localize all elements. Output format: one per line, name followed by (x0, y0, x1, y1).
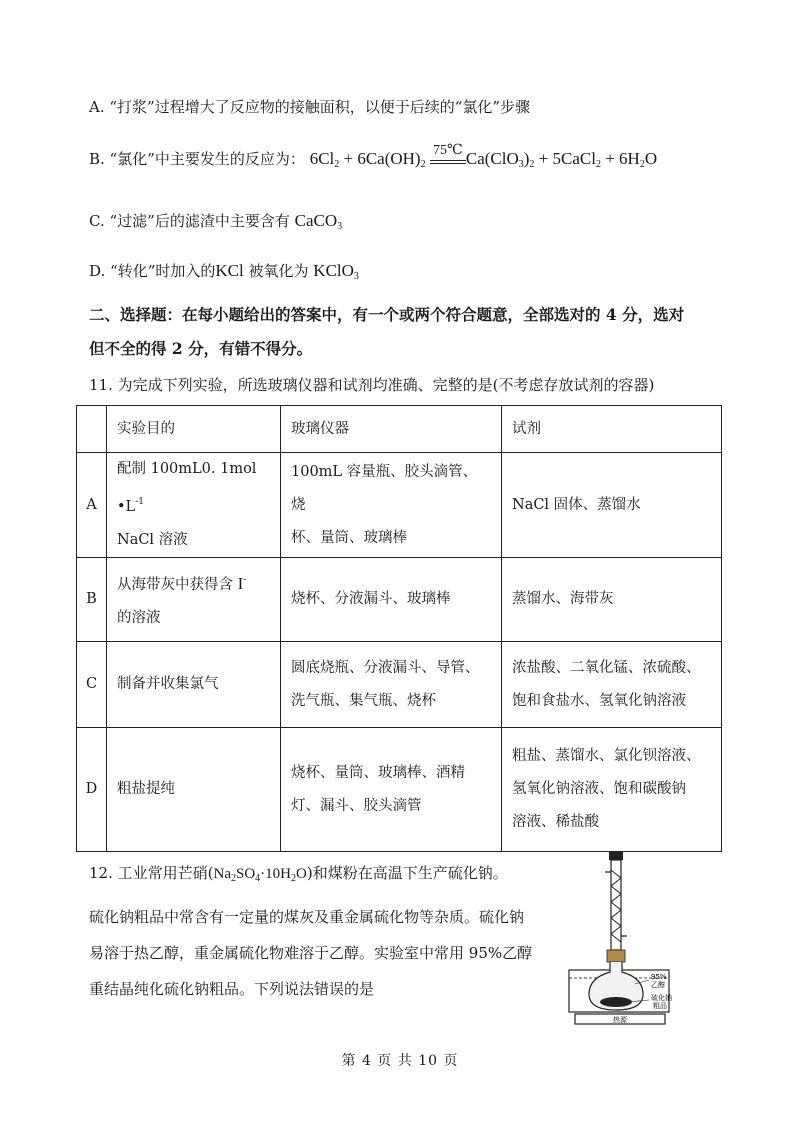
option-d-mid: 被氧化为 (248, 262, 309, 280)
page-footer: 第 4 页 共 10 页 (341, 1053, 459, 1069)
row-label: D (77, 728, 107, 852)
header-purpose: 实验目的 (107, 406, 281, 453)
option-b-equation: $6Cl_2 + 6Ca(OH)_2$ 75℃ $Ca(ClO_3)_2$ + 5CaCl$_2$ + $6H_2O$ (309, 143, 658, 170)
table-row (77, 558, 722, 642)
row-label: B (77, 558, 107, 642)
q11-stem: 11. 为完成下列实验，所选玻璃仪器和试剂均准确、完整的是(不考虑存放试剂的容器) (89, 376, 655, 394)
table-row (77, 453, 722, 558)
row-reagent: 粗盐、蒸馏水、氯化钡溶液、 氢氧化钠溶液、饱和碳酸钠 溶液、稀盐酸 (502, 728, 722, 852)
row-glassware: 圆底烧瓶、分液漏斗、导管、 洗气瓶、集气瓶、烧杯 (281, 642, 502, 728)
stopper (607, 950, 625, 962)
q12-line-3: 易溶于热乙醇，重金属硫化物难溶于乙醇。实验室中常用 95%乙醇 (89, 944, 533, 962)
q12-formula: $Na_2SO_4\cdot 10H_2O$ (213, 866, 307, 884)
option-d-prefix: D. “转化”时加入的 (89, 262, 216, 280)
q12-line-4: 重结晶纯化硫化钠粗品。下列说法错误的是 (89, 980, 375, 998)
row-label: C (77, 642, 107, 728)
row-reagent: 浓盐酸、二氧化锰、浓硫酸、 饱和食盐水、氢氧化钠溶液 (502, 642, 722, 728)
table-header-row (77, 406, 722, 453)
row-purpose: 配制 100mL0. 1mol $•L^{-1}$ NaCl 溶液 (107, 453, 281, 558)
row-purpose: 制备并收集氯气 (107, 642, 281, 728)
option-d-kcl: KCl (215, 261, 244, 280)
recrystallization-apparatus (565, 850, 685, 1030)
row-purpose: 粗盐提纯 (107, 728, 281, 852)
label-crude-2: 粗品 (653, 1002, 667, 1010)
header-glassware: 玻璃仪器 (281, 406, 502, 453)
table-row (77, 728, 722, 852)
row-glassware: 100mL 容量瓶、胶头滴管、烧 杯、量筒、玻璃棒 (281, 453, 502, 558)
label-heat-source: 热源 (613, 1016, 627, 1024)
condenser-top (609, 852, 623, 860)
condenser-coil (611, 870, 621, 942)
experiment-table (76, 405, 722, 852)
option-c-formula: CaCO$_3$ (294, 211, 343, 232)
q12-stem: 12. 工业常用芒硝$(Na_2SO_4\cdot 10H_2O)$和煤粉在高温下生产硫化钠。 (89, 864, 508, 884)
reaction-condition: 75℃ (433, 143, 463, 158)
option-c-prefix: C. “过滤”后的滤渣中主要含有 (89, 212, 290, 230)
row-reagent: NaCl 固体、蒸馏水 (502, 453, 722, 558)
row-reagent: 蒸馏水、海带灰 (502, 558, 722, 642)
row-label: A (77, 453, 107, 558)
option-d-kclo3: KClO$_3$ (313, 261, 359, 282)
option-c (89, 210, 342, 232)
label-ethanol-1: 95% (651, 973, 667, 981)
section-heading-2: 但不全的得 2 分，有错不得分。 (89, 339, 313, 358)
section-heading-1: 二、选择题：在每小题给出的答案中，有一个或两个符合题意，全部选对的 4 分，选对 (89, 305, 685, 324)
table-row (77, 642, 722, 728)
row-purpose: 从海带灰中获得含 I- 的溶液 (107, 558, 281, 642)
header-reagent: 试剂 (502, 406, 722, 453)
option-d (89, 260, 359, 282)
q12-line-2: 硫化钠粗品中常含有一定量的煤灰及重金属硫化物等杂质。硫化钠 (89, 908, 525, 926)
option-b-prefix: B. “氯化”中主要发生的反应为： (89, 150, 305, 168)
row-glassware: 烧杯、量筒、玻璃棒、酒精 灯、漏斗、胶头滴管 (281, 728, 502, 852)
label-ethanol-2: 乙醇 (651, 981, 665, 989)
label-crude-1: 硫化钠 (651, 994, 672, 1002)
option-a: A. “打浆”过程增大了反应物的接触面积，以便于后续的“氯化”步骤 (89, 98, 531, 116)
option-b (89, 143, 658, 170)
row-glassware: 烧杯、分液漏斗、玻璃棒 (281, 558, 502, 642)
